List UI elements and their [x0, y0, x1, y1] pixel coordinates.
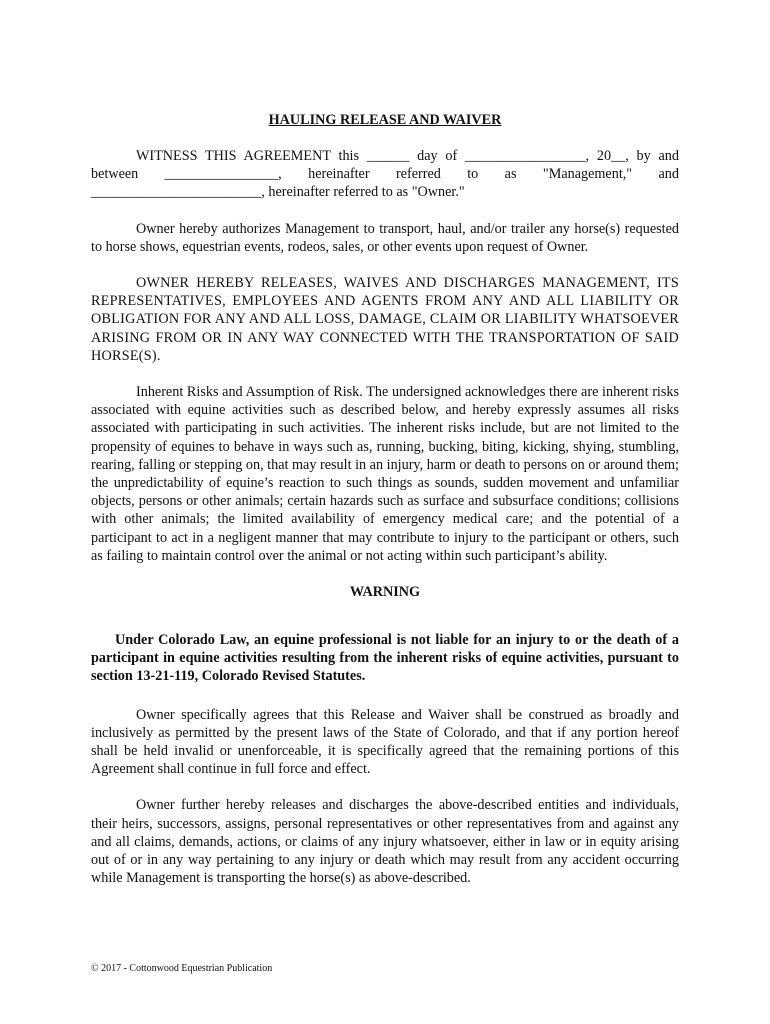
discharge-paragraph: Owner further hereby releases and discharges the above-described entities and individuals, their heirs, successors, assigns, personal representatives or other representatives from and against any and all claims, demands, actions, or claims of any injury whatsoever, either in law or in equity arising out of or in any way pertaining to any injury or death which may result from any accident occurring while Management is transporting the horse(s) as above-described.: [91, 797, 679, 887]
inherent-risks-paragraph: Inherent Risks and Assumption of Risk. The undersigned acknowledges there are inherent risks associated with equine activities such as described below, and hereby expressly assumes all risks associated with participating in such activities. The inherent risks include, but are not limited to the propensity of equines to behave in ways such as, running, bucking, biting, kicking, shying, stumbling, rearing, falling or stepping on, that may result in an injury, harm or death to persons on or around them; the unpredictability of equine’s reaction to such things as sounds, sudden movement and unfamiliar objects, persons or other animals; certain hazards such as surface and subsurface conditions; collisions with other animals; the limited availability of emergency medical care; and the potential of a participant to act in a negligent manner that may contribute to injury to the participant or others, such as failing to maintain control over the animal or not acting within such participant’s ability.: [91, 384, 679, 564]
warning-heading: WARNING: [349, 584, 421, 601]
warning-statement: Under Colorado Law, an equine professional is not liable for an injury to or the death of a participant in equine activities resulting from the inherent risks of equine activities, pursuant to section 13-21-119, Colorado Revised Statutes.: [91, 632, 679, 685]
document-title: HAULING RELEASE AND WAIVER: [268, 112, 502, 128]
release-paragraph: OWNER HEREBY RELEASES, WAIVES AND DISCHARGES MANAGEMENT, ITS REPRESENTATIVES, EMPLOYEES AND AGENTS FROM ANY AND ALL LIABILITY OR OBLIGATION FOR ANY AND ALL LOSS, DAMAGE, CLAIM OR LIABILITY WHATSOEVER ARISING FROM OR IN ANY WAY CONNECTED WITH THE TRANSPORTATION OF SAID HORSE(S).: [91, 275, 679, 364]
witness-paragraph: WITNESS THIS AGREEMENT this ______ day of _________________, 20__, by and between ________________, hereinafter referred to as "Management," and ________________________, hereinafter referred to as "Owner.": [91, 148, 679, 201]
construction-paragraph: Owner specifically agrees that this Release and Waiver shall be construed as broadly and inclusively as permitted by the present laws of the State of Colorado, and that if any portion hereof shall be held invalid or unenforceable, it is specifically agreed that the remaining portions of this Agreement shall continue in full force and effect.: [91, 706, 679, 778]
authorization-paragraph: Owner hereby authorizes Management to transport, haul, and/or trailer any horse(s) requested to horse shows, equestrian events, rodeos, sales, or other events upon request of Owner.: [91, 220, 679, 255]
copyright-footer: © 2017 - Cottonwood Equestrian Publication: [91, 963, 273, 974]
document-body: [91, 111, 679, 906]
